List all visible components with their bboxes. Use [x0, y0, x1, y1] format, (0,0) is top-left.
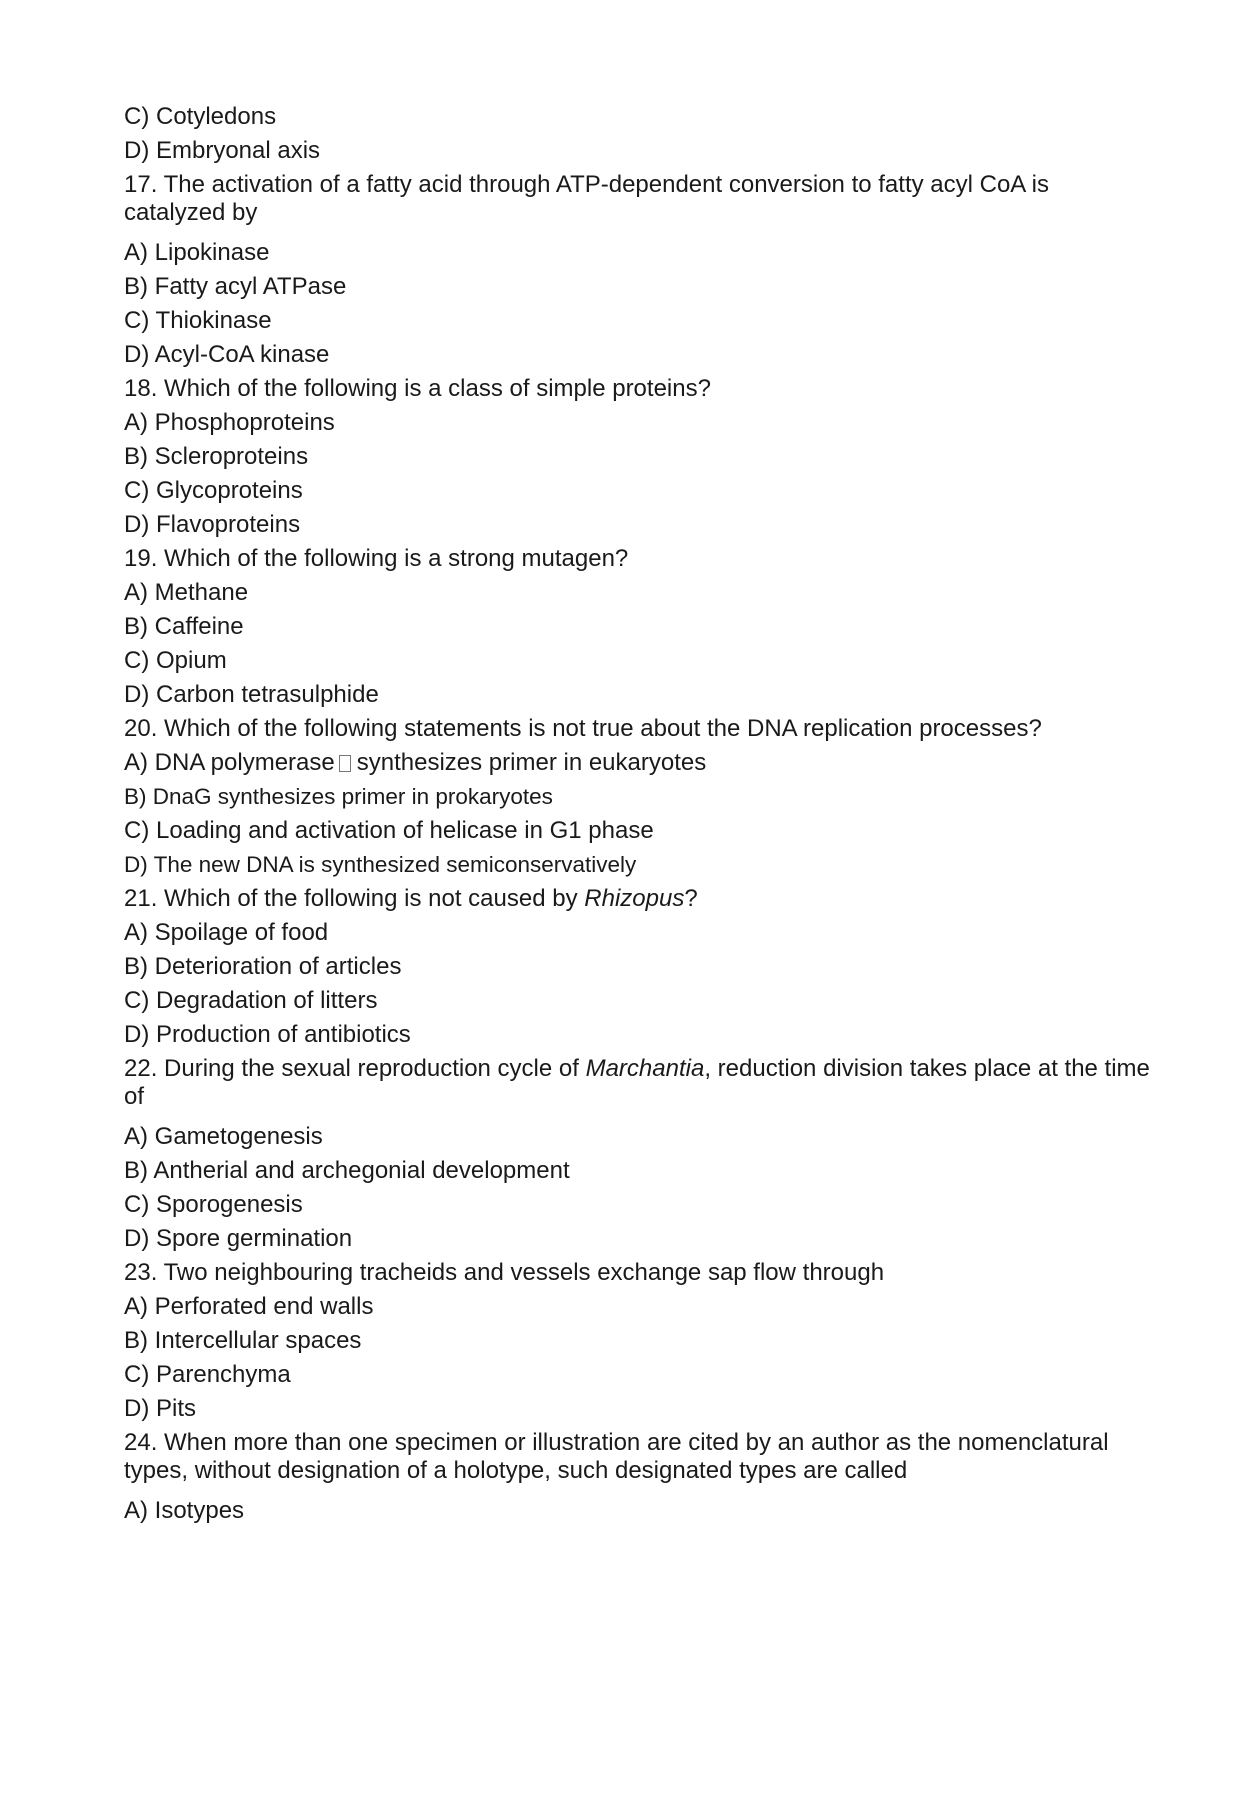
q21-option-b: B) Deterioration of articles [124, 953, 402, 980]
q18-option-a: A) Phosphoproteins [124, 409, 335, 436]
q21-option-a: A) Spoilage of food [124, 919, 329, 946]
q23-option-d: D) Pits [124, 1395, 196, 1422]
q18-option-b: B) Scleroproteins [124, 443, 309, 470]
q22-text-start: 22. During the sexual reproduction cycle of [124, 1055, 586, 1082]
q19-option-b: B) Caffeine [124, 613, 244, 640]
q19-option-c: C) Opium [124, 647, 227, 674]
q21-text-end: ? [684, 885, 698, 912]
q18-option-d: D) Flavoproteins [124, 511, 301, 538]
q19-option-a: A) Methane [124, 579, 249, 606]
question-19: 19. Which of the following is a strong mutagen? [124, 545, 629, 572]
q17-option-a: A) Lipokinase [124, 239, 270, 266]
q20-option-b: B) DnaG synthesizes primer in prokaryotes [124, 784, 553, 809]
q20-option-a [124, 746, 1154, 780]
q23-option-b: B) Intercellular spaces [124, 1327, 362, 1354]
q22-genus-name: Marchantia [585, 1055, 705, 1082]
q20-option-c: C) Loading and activation of helicase in G1 phase [124, 817, 654, 844]
question-17: 17. The activation of a fatty acid through ATP-dependent conversion to fatty acyl CoA is catalyzed by [124, 171, 1049, 226]
q21-genus-name: Rhizopus [584, 885, 685, 912]
missing-glyph-icon [339, 755, 351, 772]
q20-option-d: D) The new DNA is synthesized semiconservatively [124, 852, 637, 877]
option-c-cotyledons: C) Cotyledons [124, 103, 277, 130]
question-18: 18. Which of the following is a class of simple proteins? [124, 375, 711, 402]
question-21 [124, 882, 1154, 916]
q23-option-a: A) Perforated end walls [124, 1293, 374, 1320]
q23-option-c: C) Parenchyma [124, 1361, 291, 1388]
question-20: 20. Which of the following statements is not true about the DNA replication processes? [124, 715, 1042, 742]
q22-text-end: , reduction division takes place at the time of [124, 1055, 1150, 1110]
question-page [124, 100, 1154, 1528]
q21-text-start: 21. Which of the following is not caused by [124, 885, 585, 912]
q24-option-a: A) Isotypes [124, 1497, 245, 1524]
q21-option-d: D) Production of antibiotics [124, 1021, 411, 1048]
q21-option-c: C) Degradation of litters [124, 987, 378, 1014]
q20-option-a-start: A) DNA polymerase [124, 749, 335, 776]
q18-option-c: C) Glycoproteins [124, 477, 303, 504]
q20-option-a-end: synthesizes primer in eukaryotes [356, 749, 707, 776]
question-23: 23. Two neighbouring tracheids and vessels exchange sap flow through [124, 1259, 885, 1286]
option-d-embryonal-axis: D) Embryonal axis [124, 137, 321, 164]
q17-option-b: B) Fatty acyl ATPase [124, 273, 347, 300]
q17-option-c: C) Thiokinase [124, 307, 272, 334]
q22-option-d: D) Spore germination [124, 1225, 353, 1252]
question-22 [124, 1052, 1154, 1120]
q22-option-b: B) Antherial and archegonial development [124, 1157, 570, 1184]
q19-option-d: D) Carbon tetrasulphide [124, 681, 379, 708]
question-24: 24. When more than one specimen or illustration are cited by an author as the nomenclatural types, without designation of a holotype, such designated types are called [124, 1429, 1109, 1484]
q17-option-d: D) Acyl-CoA kinase [124, 341, 330, 368]
q22-option-a: A) Gametogenesis [124, 1123, 323, 1150]
q22-option-c: C) Sporogenesis [124, 1191, 303, 1218]
